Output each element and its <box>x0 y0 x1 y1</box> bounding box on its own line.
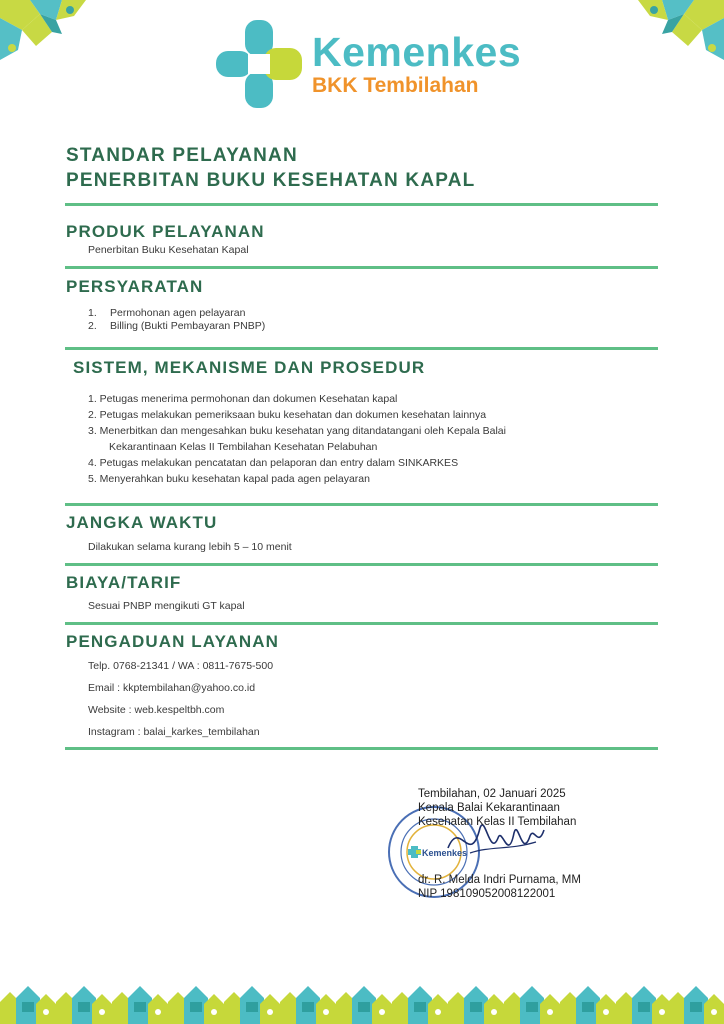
divider <box>65 563 658 566</box>
signature-position-2: Kesehatan Kelas II Tembilahan <box>418 816 577 828</box>
list-item: 1. Petugas menerima permohonan dan dokumen Kesehatan kapal <box>88 393 398 405</box>
footer-ornament <box>0 978 724 1024</box>
signature-nip: NIP 198109052008122001 <box>418 888 556 900</box>
divider <box>65 622 658 625</box>
contact-website: Website : web.kespeltbh.com <box>88 704 225 716</box>
list-item: 2. Billing (Bukti Pembayaran PNBP) <box>88 320 266 332</box>
divider <box>65 203 658 206</box>
corner-ornament-right <box>632 0 724 66</box>
logo-brand-text: Kemenkes <box>312 29 522 75</box>
kemenkes-logo-icon <box>214 18 306 110</box>
divider <box>65 266 658 269</box>
signature-block <box>418 787 581 901</box>
contact-phone: Telp. 0768-21341 / WA : 0811-7675-500 <box>88 660 274 672</box>
list-item: 2. Petugas melakukan pemeriksaan buku kesehatan dan dokumen kesehatan lainnya <box>88 409 487 421</box>
prosedur-list <box>88 391 506 487</box>
section-heading-produk: PRODUK PELAYANAN <box>66 222 265 241</box>
section-heading-jangka: JANGKA WAKTU <box>66 513 218 532</box>
section-heading-biaya: BIAYA/TARIF <box>66 573 182 592</box>
page-title <box>66 143 475 193</box>
corner-ornament-left <box>0 0 92 66</box>
contact-instagram: Instagram : balai_karkes_tembilahan <box>88 726 260 738</box>
kemenkes-logo <box>214 18 522 110</box>
section-heading-persyaratan: PERSYARATAN <box>66 277 204 296</box>
title-line-1: STANDAR PELAYANAN <box>66 145 298 166</box>
contact-list <box>88 655 273 743</box>
jangka-text: Dilakukan selama kurang lebih 5 – 10 menit <box>88 541 292 553</box>
list-item: 1. Permohonan agen pelayaran <box>88 307 246 319</box>
list-item: 5. Menyerahkan buku kesehatan kapal pada agen pelayaran <box>88 473 370 485</box>
title-line-2: PENERBITAN BUKU KESEHATAN KAPAL <box>66 170 476 191</box>
signature-name: dr. R. Melda Indri Purnama, MM <box>418 874 581 886</box>
section-heading-sistem: SISTEM, MEKANISME DAN PROSEDUR <box>73 358 426 377</box>
section-heading-pengaduan: PENGADUAN LAYANAN <box>66 632 279 651</box>
divider <box>65 503 658 506</box>
signature-position-1: Kepala Balai Kekarantinaan <box>418 802 560 814</box>
persyaratan-list <box>88 307 265 333</box>
divider <box>65 747 658 750</box>
divider <box>65 347 658 350</box>
produk-text: Penerbitan Buku Kesehatan Kapal <box>88 244 249 256</box>
biaya-text: Sesuai PNBP mengikuti GT kapal <box>88 600 245 612</box>
logo-unit-text: BKK Tembilahan <box>312 74 479 97</box>
stamp-text: Kemenkes <box>422 848 468 858</box>
list-item: 3. Menerbitkan dan mengesahkan buku kesehatan yang ditandatangani oleh Kepala Balai <box>88 425 506 437</box>
list-item-continuation: Kekarantinaan Kelas II Tembilahan Kesehatan Pelabuhan <box>109 441 378 453</box>
signature-place-date: Tembilahan, 02 Januari 2025 <box>418 788 566 800</box>
list-item: 4. Petugas melakukan pencatatan dan pelaporan dan entry dalam SINKARKES <box>88 457 459 469</box>
contact-email: Email : kkptembilahan@yahoo.co.id <box>88 682 256 694</box>
